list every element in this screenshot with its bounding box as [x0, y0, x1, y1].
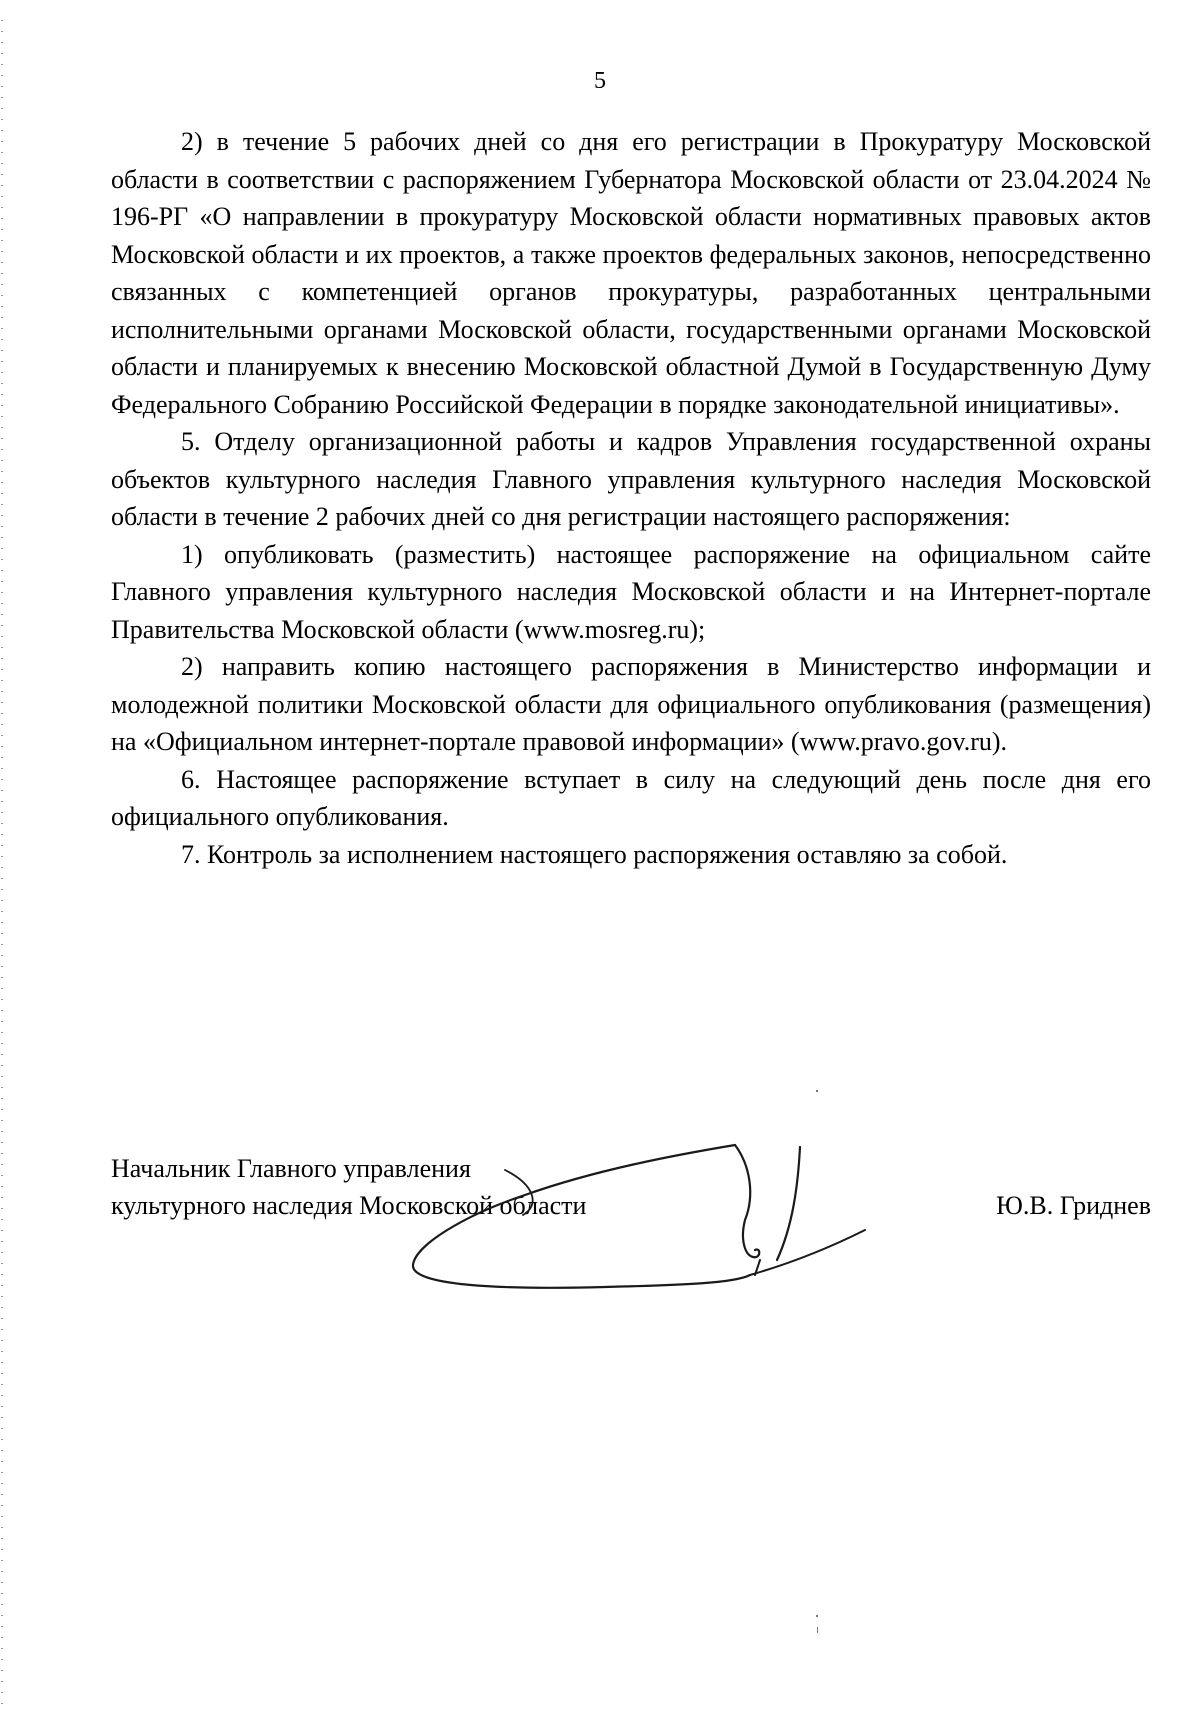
- scan-edge-tick: [1, 724, 3, 725]
- scan-edge-tick: [1, 64, 3, 65]
- scan-edge-tick: [1, 504, 3, 505]
- scan-edge-tick: [1, 284, 3, 285]
- scan-edge-tick: [1, 878, 3, 879]
- scan-speck: [817, 1627, 818, 1633]
- scan-edge-tick: [1, 119, 3, 120]
- scan-edge-tick: [1, 647, 3, 648]
- scan-edge-tick: [1, 1032, 3, 1033]
- scan-edge-tick: [1, 691, 3, 692]
- scan-edge-tick: [1, 911, 3, 912]
- scan-edge-tick: [1, 1395, 3, 1396]
- scan-edge-tick: [1, 130, 3, 131]
- scan-edge-tick: [1, 1153, 3, 1154]
- scan-edge-tick: [1, 405, 3, 406]
- scan-edge-tick: [1, 97, 3, 98]
- scan-edge-tick: [1, 207, 3, 208]
- scan-edge-tick: [1, 735, 3, 736]
- scan-edge-tick: [1, 1494, 3, 1495]
- scan-edge-tick: [1, 185, 3, 186]
- scan-edge-tick: [1, 515, 3, 516]
- scan-edge-tick: [1, 1340, 3, 1341]
- scan-edge-tick: [1, 1428, 3, 1429]
- scan-edge-tick: [1, 1670, 3, 1671]
- scan-edge-tick: [1, 812, 3, 813]
- scan-edge-marks: [0, 0, 6, 1709]
- scan-edge-tick: [1, 889, 3, 890]
- scan-edge-tick: [1, 702, 3, 703]
- scan-edge-tick: [1, 328, 3, 329]
- scan-edge-tick: [1, 31, 3, 32]
- paragraph-item-2-send-copy: 2) направить копию настоящего распоряжения в Министерство информации и молодежной политики Московской области для официального опубликования (размещения) на «Официальном интернет-портале правовой информации» (www.pravo.gov.ru).: [111, 652, 1151, 756]
- scan-edge-tick: [1, 823, 3, 824]
- scan-edge-tick: [1, 680, 3, 681]
- scan-edge-tick: [1, 834, 3, 835]
- scan-edge-tick: [1, 427, 3, 428]
- scan-edge-tick: [1, 1252, 3, 1253]
- scan-edge-tick: [1, 537, 3, 538]
- scan-edge-tick: [1, 394, 3, 395]
- scan-edge-tick: [1, 977, 3, 978]
- scan-edge-tick: [1, 1241, 3, 1242]
- scan-edge-tick: [1, 240, 3, 241]
- scan-edge-tick: [1, 306, 3, 307]
- scan-edge-tick: [1, 218, 3, 219]
- scan-edge-tick: [1, 1318, 3, 1319]
- scan-edge-tick: [1, 1043, 3, 1044]
- scan-edge-tick: [1, 1351, 3, 1352]
- scan-edge-tick: [1, 1571, 3, 1572]
- scan-edge-tick: [1, 955, 3, 956]
- scan-edge-tick: [1, 53, 3, 54]
- scan-edge-tick: [1, 933, 3, 934]
- scan-edge-tick: [1, 658, 3, 659]
- scan-edge-tick: [1, 1010, 3, 1011]
- scan-edge-tick: [1, 317, 3, 318]
- scan-edge-tick: [1, 1703, 3, 1704]
- scan-edge-tick: [1, 768, 3, 769]
- scan-edge-tick: [1, 1362, 3, 1363]
- scan-edge-tick: [1, 1120, 3, 1121]
- document-body: [111, 123, 1151, 873]
- paragraph-5-department-instructions: 5. Отделу организационной работы и кадров Управления государственной охраны объектов культурного наследия Главного управления культурного наследия Московской области в течение 2 рабочих дней со дня регистрации настоящего распоряжения:: [111, 427, 1151, 531]
- scan-edge-tick: [1, 900, 3, 901]
- scan-edge-tick: [1, 856, 3, 857]
- scan-edge-tick: [1, 570, 3, 571]
- scan-edge-tick: [1, 1450, 3, 1451]
- scan-edge-tick: [1, 460, 3, 461]
- scan-edge-tick: [1, 801, 3, 802]
- scan-edge-tick: [1, 1406, 3, 1407]
- scan-edge-tick: [1, 416, 3, 417]
- scan-edge-tick: [1, 438, 3, 439]
- scan-speck: [816, 1615, 818, 1617]
- scan-edge-tick: [1, 350, 3, 351]
- scan-edge-tick: [1, 1472, 3, 1473]
- scan-edge-tick: [1, 1296, 3, 1297]
- scan-edge-tick: [1, 1109, 3, 1110]
- scan-edge-tick: [1, 1208, 3, 1209]
- scan-edge-tick: [1, 548, 3, 549]
- scan-edge-tick: [1, 1098, 3, 1099]
- scan-edge-tick: [1, 922, 3, 923]
- scan-edge-tick: [1, 141, 3, 142]
- scan-edge-tick: [1, 1384, 3, 1385]
- scan-edge-tick: [1, 1417, 3, 1418]
- scan-edge-tick: [1, 1527, 3, 1528]
- scan-edge-tick: [1, 361, 3, 362]
- scan-edge-tick: [1, 669, 3, 670]
- scan-edge-tick: [1, 1065, 3, 1066]
- scan-edge-tick: [1, 1659, 3, 1660]
- scan-edge-tick: [1, 1505, 3, 1506]
- scan-edge-tick: [1, 482, 3, 483]
- signatory-title-line-2: культурного наследия Московской области: [111, 1191, 587, 1220]
- scan-edge-tick: [1, 757, 3, 758]
- scan-edge-tick: [1, 1681, 3, 1682]
- scan-edge-tick: [1, 603, 3, 604]
- handwritten-signature: [405, 1125, 945, 1300]
- scan-edge-tick: [1, 1439, 3, 1440]
- scan-edge-tick: [1, 1087, 3, 1088]
- scan-edge-tick: [1, 1307, 3, 1308]
- scan-edge-tick: [1, 526, 3, 527]
- scan-edge-tick: [1, 1197, 3, 1198]
- scan-edge-tick: [1, 1692, 3, 1693]
- paragraph-item-2-prosecutor: 2) в течение 5 рабочих дней со дня его регистрации в Прокуратуру Московской области в соответствии с распоряжением Губернатора Московской области от 23.04.2024 № 196-РГ «О направлении в прокуратуру Московской области нормативных правовых актов Московской области и их проектов, а также проектов федеральных законов, непосредственно связанных с компетенцией органов прокуратуры, разработанных центральными исполнительными органами Московской области, государственными органами Московской области и планируемых к внесению Московской областной Думой в Государственную Думу Федерального Собранию Российской Федерации в порядке законодательной инициативы».: [111, 127, 1151, 419]
- scan-edge-tick: [1, 471, 3, 472]
- scan-edge-tick: [1, 1648, 3, 1649]
- scan-edge-tick: [1, 559, 3, 560]
- scan-edge-tick: [1, 449, 3, 450]
- scan-edge-tick: [1, 592, 3, 593]
- scan-edge-tick: [1, 196, 3, 197]
- scan-edge-tick: [1, 262, 3, 263]
- scan-edge-tick: [1, 229, 3, 230]
- scan-edge-tick: [1, 1516, 3, 1517]
- scan-speck: [816, 1090, 818, 1092]
- scan-edge-tick: [1, 251, 3, 252]
- page-number: 5: [594, 68, 606, 94]
- scan-edge-tick: [1, 1054, 3, 1055]
- scan-edge-tick: [1, 20, 3, 21]
- scan-edge-tick: [1, 625, 3, 626]
- scan-edge-tick: [1, 999, 3, 1000]
- scan-edge-tick: [1, 372, 3, 373]
- scan-edge-tick: [1, 1329, 3, 1330]
- paragraph-7-control: 7. Контроль за исполнением настоящего распоряжения оставляю за собой.: [181, 839, 1008, 869]
- scan-edge-tick: [1, 1593, 3, 1594]
- scan-edge-tick: [1, 1219, 3, 1220]
- scan-edge-tick: [1, 614, 3, 615]
- scan-edge-tick: [1, 581, 3, 582]
- scan-edge-tick: [1, 1538, 3, 1539]
- scan-edge-tick: [1, 867, 3, 868]
- scan-edge-tick: [1, 713, 3, 714]
- scan-edge-tick: [1, 1186, 3, 1187]
- scan-edge-tick: [1, 944, 3, 945]
- scan-edge-tick: [1, 636, 3, 637]
- scan-edge-tick: [1, 1274, 3, 1275]
- scan-edge-tick: [1, 163, 3, 164]
- scan-edge-tick: [1, 845, 3, 846]
- scan-edge-tick: [1, 1285, 3, 1286]
- signatory-title-line-1: Начальник Главного управления: [111, 1154, 471, 1183]
- signatory-name: Ю.В. Гриднев: [996, 1191, 1151, 1220]
- scan-edge-tick: [1, 1626, 3, 1627]
- scan-edge-tick: [1, 1615, 3, 1616]
- scan-edge-tick: [1, 790, 3, 791]
- scan-edge-tick: [1, 1461, 3, 1462]
- scan-edge-tick: [1, 152, 3, 153]
- scan-edge-tick: [1, 1164, 3, 1165]
- scan-edge-tick: [1, 779, 3, 780]
- scan-edge-tick: [1, 493, 3, 494]
- scan-edge-tick: [1, 966, 3, 967]
- scan-edge-tick: [1, 1637, 3, 1638]
- scan-edge-tick: [1, 273, 3, 274]
- scan-edge-tick: [1, 746, 3, 747]
- scan-edge-tick: [1, 108, 3, 109]
- scan-edge-tick: [1, 1175, 3, 1176]
- scan-edge-tick: [1, 295, 3, 296]
- scan-edge-tick: [1, 174, 3, 175]
- scan-edge-tick: [1, 1131, 3, 1132]
- scan-edge-tick: [1, 1142, 3, 1143]
- scan-edge-tick: [1, 1263, 3, 1264]
- scan-edge-tick: [1, 1604, 3, 1605]
- paragraph-6-entry-into-force: 6. Настоящее распоряжение вступает в силу на следующий день после дня его официального опубликования.: [111, 764, 1151, 831]
- scan-edge-tick: [1, 1549, 3, 1550]
- scan-edge-tick: [1, 1582, 3, 1583]
- paragraph-item-1-publish: 1) опубликовать (разместить) настоящее распоряжение на официальном сайте Главного управления культурного наследия Московской области и на Интернет-портале Правительства Московской области (www.mosreg.ru);: [111, 539, 1151, 644]
- scan-edge-tick: [1, 1230, 3, 1231]
- scan-edge-tick: [1, 42, 3, 43]
- scan-edge-tick: [1, 1373, 3, 1374]
- scan-edge-tick: [1, 1021, 3, 1022]
- scan-edge-tick: [1, 1076, 3, 1077]
- scan-edge-tick: [1, 383, 3, 384]
- scan-edge-tick: [1, 1483, 3, 1484]
- scan-edge-tick: [1, 339, 3, 340]
- scan-edge-tick: [1, 1560, 3, 1561]
- scan-edge-tick: [1, 988, 3, 989]
